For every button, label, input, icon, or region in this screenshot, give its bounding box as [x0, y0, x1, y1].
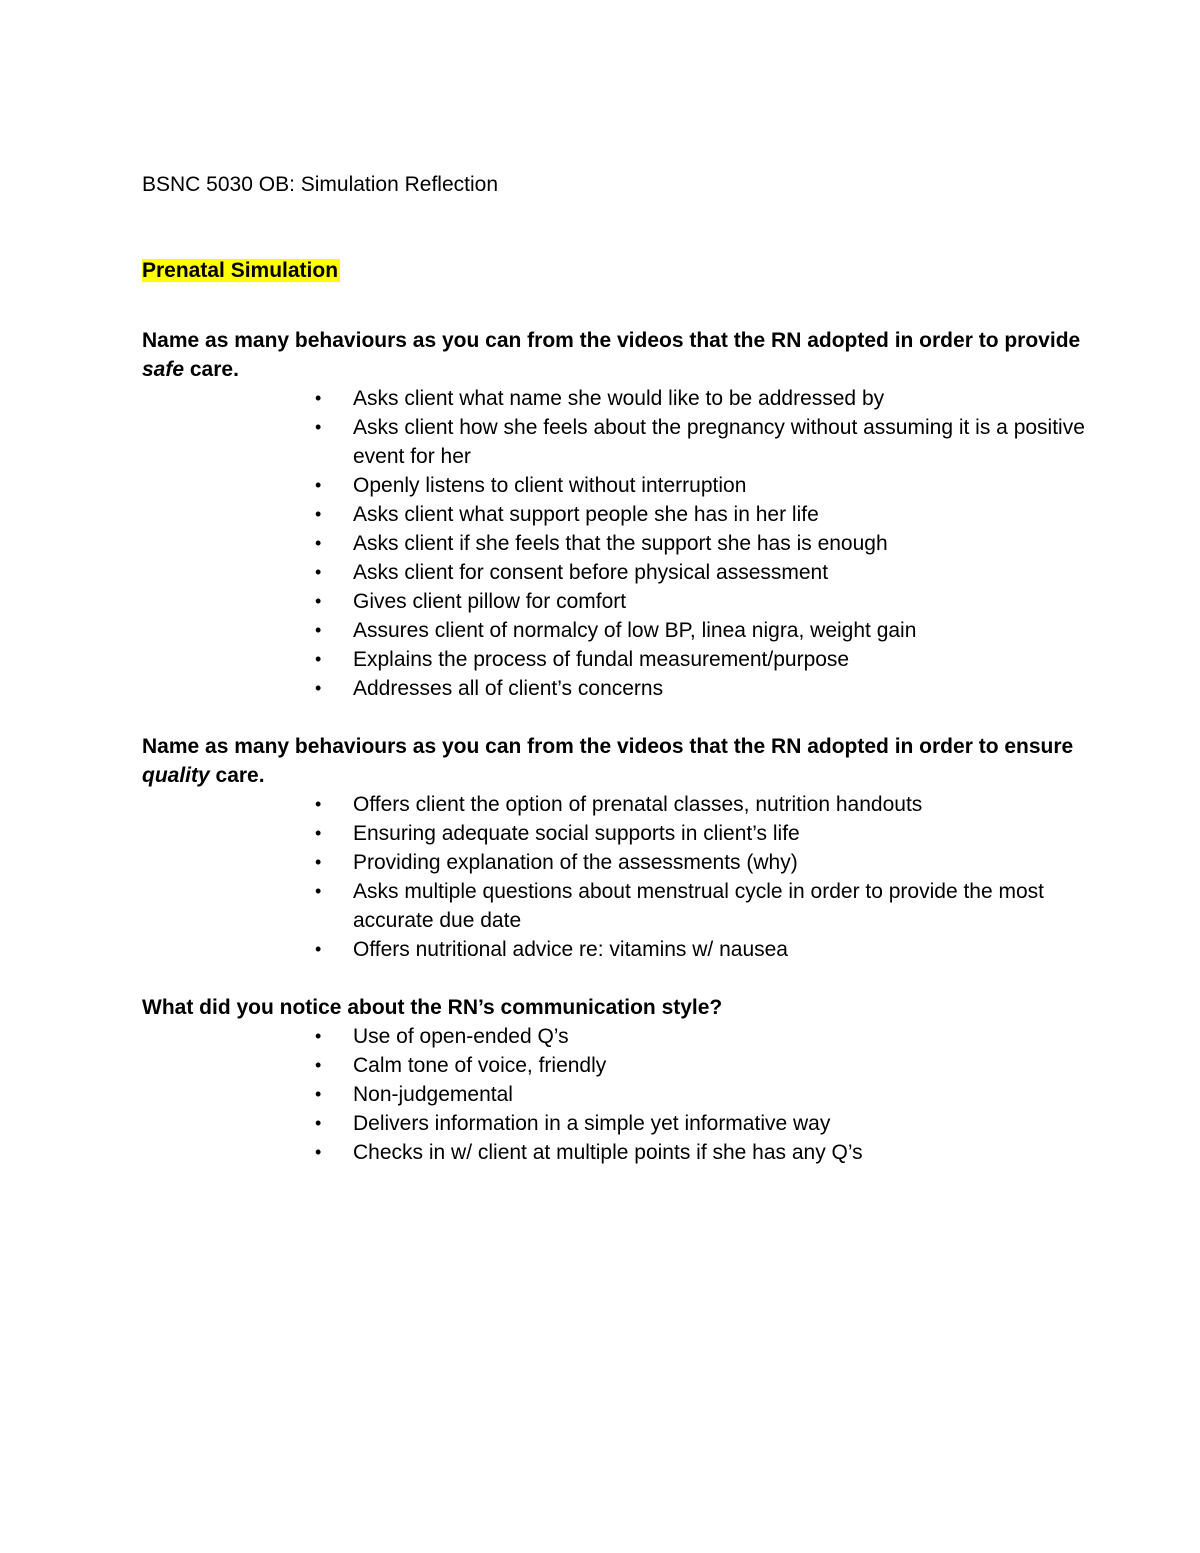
answer-list-safe-care: [142, 384, 1102, 703]
document-title: BSNC 5030 OB: Simulation Reflection: [142, 173, 499, 196]
question-communication-style: [142, 993, 1102, 1022]
list-item: [315, 848, 1102, 877]
list-item: [315, 616, 1102, 645]
bullet-icon: •: [315, 1026, 322, 1046]
answer-text: Non-judgemental: [353, 1083, 513, 1106]
answer-list-quality-care: [142, 790, 1102, 964]
question-text: Name as many behaviours as you can from the videos that the RN adopted in order to ensure: [142, 735, 1074, 758]
list-item: [315, 1080, 1102, 1109]
question-suffix: care.: [184, 358, 239, 381]
answer-text: Asks client what name she would like to be addressed by: [353, 387, 885, 410]
answer-text: Calm tone of voice, friendly: [353, 1054, 607, 1077]
question-emphasis: quality: [142, 764, 210, 787]
bullet-icon: •: [315, 881, 322, 901]
question-emphasis: safe: [142, 358, 185, 381]
bullet-icon: •: [315, 794, 322, 814]
bullet-icon: •: [315, 591, 322, 611]
question-text: What did you notice about the RN’s communication style?: [142, 996, 723, 1019]
bullet-icon: •: [315, 388, 322, 408]
answer-text: Asks multiple questions about menstrual cycle in order to provide the most accurate due date: [353, 880, 1045, 932]
bullet-icon: •: [315, 620, 322, 640]
list-item: [315, 471, 1102, 500]
list-item: [315, 645, 1102, 674]
list-item: [315, 558, 1102, 587]
answer-text: Offers client the option of prenatal classes, nutrition handouts: [353, 793, 923, 816]
answer-text: Use of open-ended Q’s: [353, 1025, 569, 1048]
question-quality-care: [142, 732, 1102, 790]
bullet-icon: •: [315, 417, 322, 437]
list-item: [315, 413, 1102, 471]
bullet-icon: •: [315, 562, 322, 582]
answer-text: Asks client if she feels that the support she has is enough: [353, 532, 888, 555]
list-item: [315, 790, 1102, 819]
bullet-icon: •: [315, 939, 322, 959]
bullet-icon: •: [315, 852, 322, 872]
list-item: [315, 935, 1102, 964]
list-item: [315, 1051, 1102, 1080]
list-item: [315, 877, 1102, 935]
answer-text: Explains the process of fundal measurement/purpose: [353, 648, 850, 671]
bullet-icon: •: [315, 823, 322, 843]
list-item: [315, 500, 1102, 529]
answer-text: Offers nutritional advice re: vitamins w/ nausea: [353, 938, 788, 961]
section-heading: [142, 256, 1102, 286]
answer-text: Gives client pillow for comfort: [353, 590, 627, 613]
bullet-icon: •: [315, 1142, 322, 1162]
answer-list-communication-style: [142, 1022, 1102, 1167]
bullet-icon: •: [315, 649, 322, 669]
question-text: Name as many behaviours as you can from the videos that the RN adopted in order to provide: [142, 329, 1081, 352]
answer-text: Delivers information in a simple yet informative way: [353, 1112, 831, 1135]
bullet-icon: •: [315, 504, 322, 524]
bullet-icon: •: [315, 1084, 322, 1104]
list-item: [315, 674, 1102, 703]
answer-text: Ensuring adequate social supports in client’s life: [353, 822, 800, 845]
list-item: [315, 384, 1102, 413]
bullet-icon: •: [315, 678, 322, 698]
question-safe-care: [142, 326, 1102, 384]
answer-text: Checks in w/ client at multiple points if she has any Q’s: [353, 1141, 863, 1164]
answer-text: Asks client for consent before physical assessment: [353, 561, 829, 584]
list-item: [315, 1138, 1102, 1167]
bullet-icon: •: [315, 533, 322, 553]
answer-text: Addresses all of client’s concerns: [353, 677, 664, 700]
answer-text: Providing explanation of the assessments (why): [353, 851, 798, 874]
bullet-icon: •: [315, 475, 322, 495]
answer-text: Asks client how she feels about the pregnancy without assuming it is a positive event for her: [353, 416, 1085, 468]
list-item: [315, 1022, 1102, 1051]
answer-text: Asks client what support people she has in her life: [353, 503, 819, 526]
section-heading-highlight: Prenatal Simulation: [142, 259, 339, 282]
question-suffix: care.: [209, 764, 265, 787]
list-item: [315, 819, 1102, 848]
list-item: [315, 587, 1102, 616]
list-item: [315, 529, 1102, 558]
answer-text: Openly listens to client without interruption: [353, 474, 747, 497]
bullet-icon: •: [315, 1055, 322, 1075]
list-item: [315, 1109, 1102, 1138]
document-page: [142, 170, 1102, 1167]
bullet-icon: •: [315, 1113, 322, 1133]
answer-text: Assures client of normalcy of low BP, linea nigra, weight gain: [353, 619, 917, 642]
